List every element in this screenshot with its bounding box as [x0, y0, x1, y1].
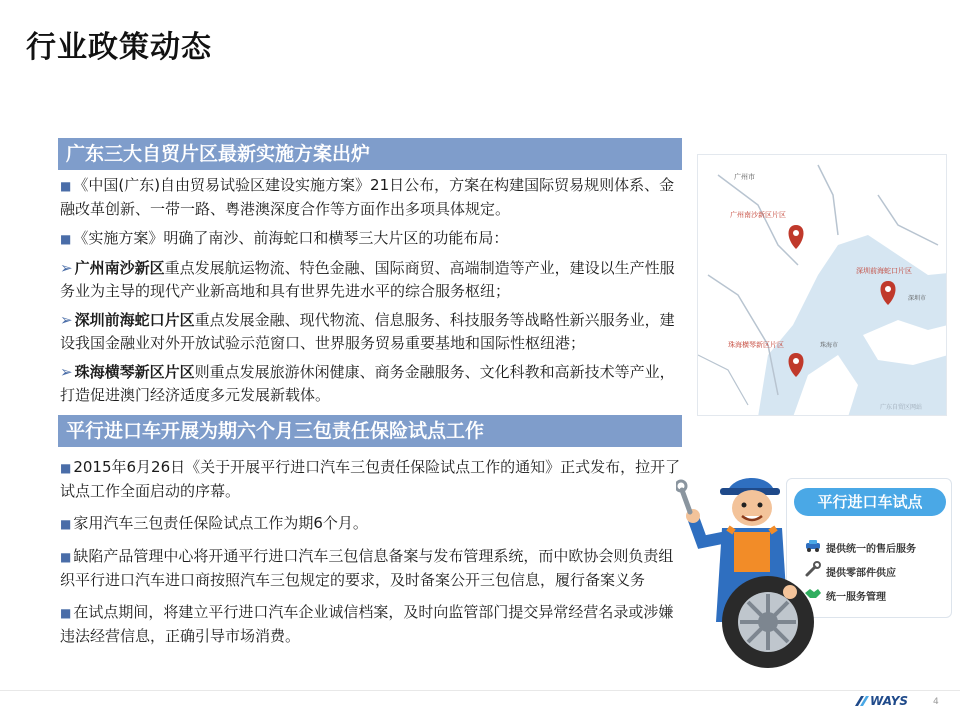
paragraph-plan-published [60, 174, 682, 221]
pearl-river-delta-map [698, 155, 947, 416]
city-label-zhuhai: 珠海市 [820, 342, 839, 349]
city-label-shenzhen: 深圳市 [908, 295, 927, 302]
square-bullet-icon: ■ [60, 232, 72, 246]
zone-name: 珠海横琴新区片区 [74, 363, 195, 381]
list-item-hengqin [60, 361, 682, 407]
pin-label-qianhai: 深圳前海蛇口片区 [856, 267, 912, 275]
paragraph-credit-records [60, 601, 682, 648]
paragraph-notice [60, 456, 682, 503]
square-bullet-icon: ■ [60, 179, 72, 193]
square-bullet-icon: ■ [60, 517, 72, 531]
paragraph-text: 家用汽车三包责任保险试点工作为期6个月。 [73, 514, 368, 532]
paragraph-text: 缺陷产品管理中心将开通平行进口汽车三包信息备案与发布管理系统，而中欧协会则负责组织平行进口汽车进口商按照汽车三包规定的要求，及时备案公开三包信息，履行备案义务 [60, 547, 674, 589]
zone-text: 则重点发展旅游休闲健康、商务金融服务、文化科教和高新技术等产业，打造促进澳门经济适度多元发展新载体。 [60, 363, 675, 404]
panel-title: 平行进口车试点 [794, 488, 946, 516]
panel-item-after-sales: 提供统一的售后服务 [826, 544, 916, 555]
zone-name: 深圳前海蛇口片区 [74, 311, 195, 329]
square-bullet-icon: ■ [60, 550, 72, 564]
paragraph-text: 2015年6月26日《关于开展平行进口汽车三包责任保险试点工作的通知》正式发布，拉开了试点工作全面启动的序幕。 [60, 458, 681, 500]
pin-label-hengqin: 珠海横琴新区片区 [728, 341, 784, 349]
paragraph-text: 《中国(广东)自由贸易试验区建设实施方案》21日公布，方案在构建国际贸易规则体系、金融改革创新、一带一路、粤港澳深度合作等方面作出多项具体规定。 [60, 176, 675, 218]
company-logo: WAYS [870, 694, 909, 708]
panel-item-parts-supply: 提供零部件供应 [826, 568, 896, 579]
arrow-bullet-icon: ➢ [60, 259, 73, 277]
zone-text: 重点发展航运物流、特色金融、国际商贸、高端制造等产业，建设以生产性服务业为主导的现代产业新高地和具有世界先进水平的综合服务枢纽； [60, 259, 675, 300]
arrow-bullet-icon: ➢ [60, 311, 73, 329]
arrow-bullet-icon: ➢ [60, 363, 73, 381]
paragraph-system [60, 545, 682, 592]
mechanic-figure [676, 472, 816, 680]
section-body-parallel-import [60, 456, 682, 657]
pin-label-nansha: 广州南沙新区片区 [730, 211, 786, 219]
slide-title: 行业政策动态 [26, 30, 212, 65]
list-item-qianhai [60, 309, 682, 355]
panel-item-unified-management: 统一服务管理 [826, 592, 886, 603]
free-trade-zone-map [697, 154, 947, 416]
page-number: 4 [933, 697, 939, 707]
paragraph-duration [60, 512, 682, 536]
section-body-ftz [60, 174, 682, 413]
section-heading-ftz: 广东三大自贸片区最新实施方案出炉 [58, 138, 682, 170]
section-heading-parallel-import: 平行进口车开展为期六个月三包责任保险试点工作 [58, 415, 682, 447]
city-label-guangzhou: 广州市 [734, 173, 755, 181]
map-watermark: 广东自贸区网站 [880, 404, 923, 411]
paragraph-text: 在试点期间，将建立平行进口汽车企业诚信档案，及时向监管部门提交异常经营名录或涉嫌违法经营信息，正确引导市场消费。 [60, 603, 674, 645]
footer-rule [0, 690, 960, 691]
parallel-import-illustration [676, 472, 956, 680]
square-bullet-icon: ■ [60, 606, 72, 620]
ways-logo-mark-icon [855, 696, 869, 708]
paragraph-layout [60, 227, 682, 251]
zone-name: 广州南沙新区 [74, 259, 165, 277]
square-bullet-icon: ■ [60, 461, 72, 475]
list-item-nansha [60, 257, 682, 303]
zone-text: 重点发展金融、现代物流、信息服务、科技服务等战略性新兴服务业，建设我国金融业对外开放试验示范窗口、世界服务贸易重要基地和国际性枢纽港； [60, 311, 675, 352]
paragraph-text: 《实施方案》明确了南沙、前海蛇口和横琴三大片区的功能布局： [73, 229, 509, 247]
